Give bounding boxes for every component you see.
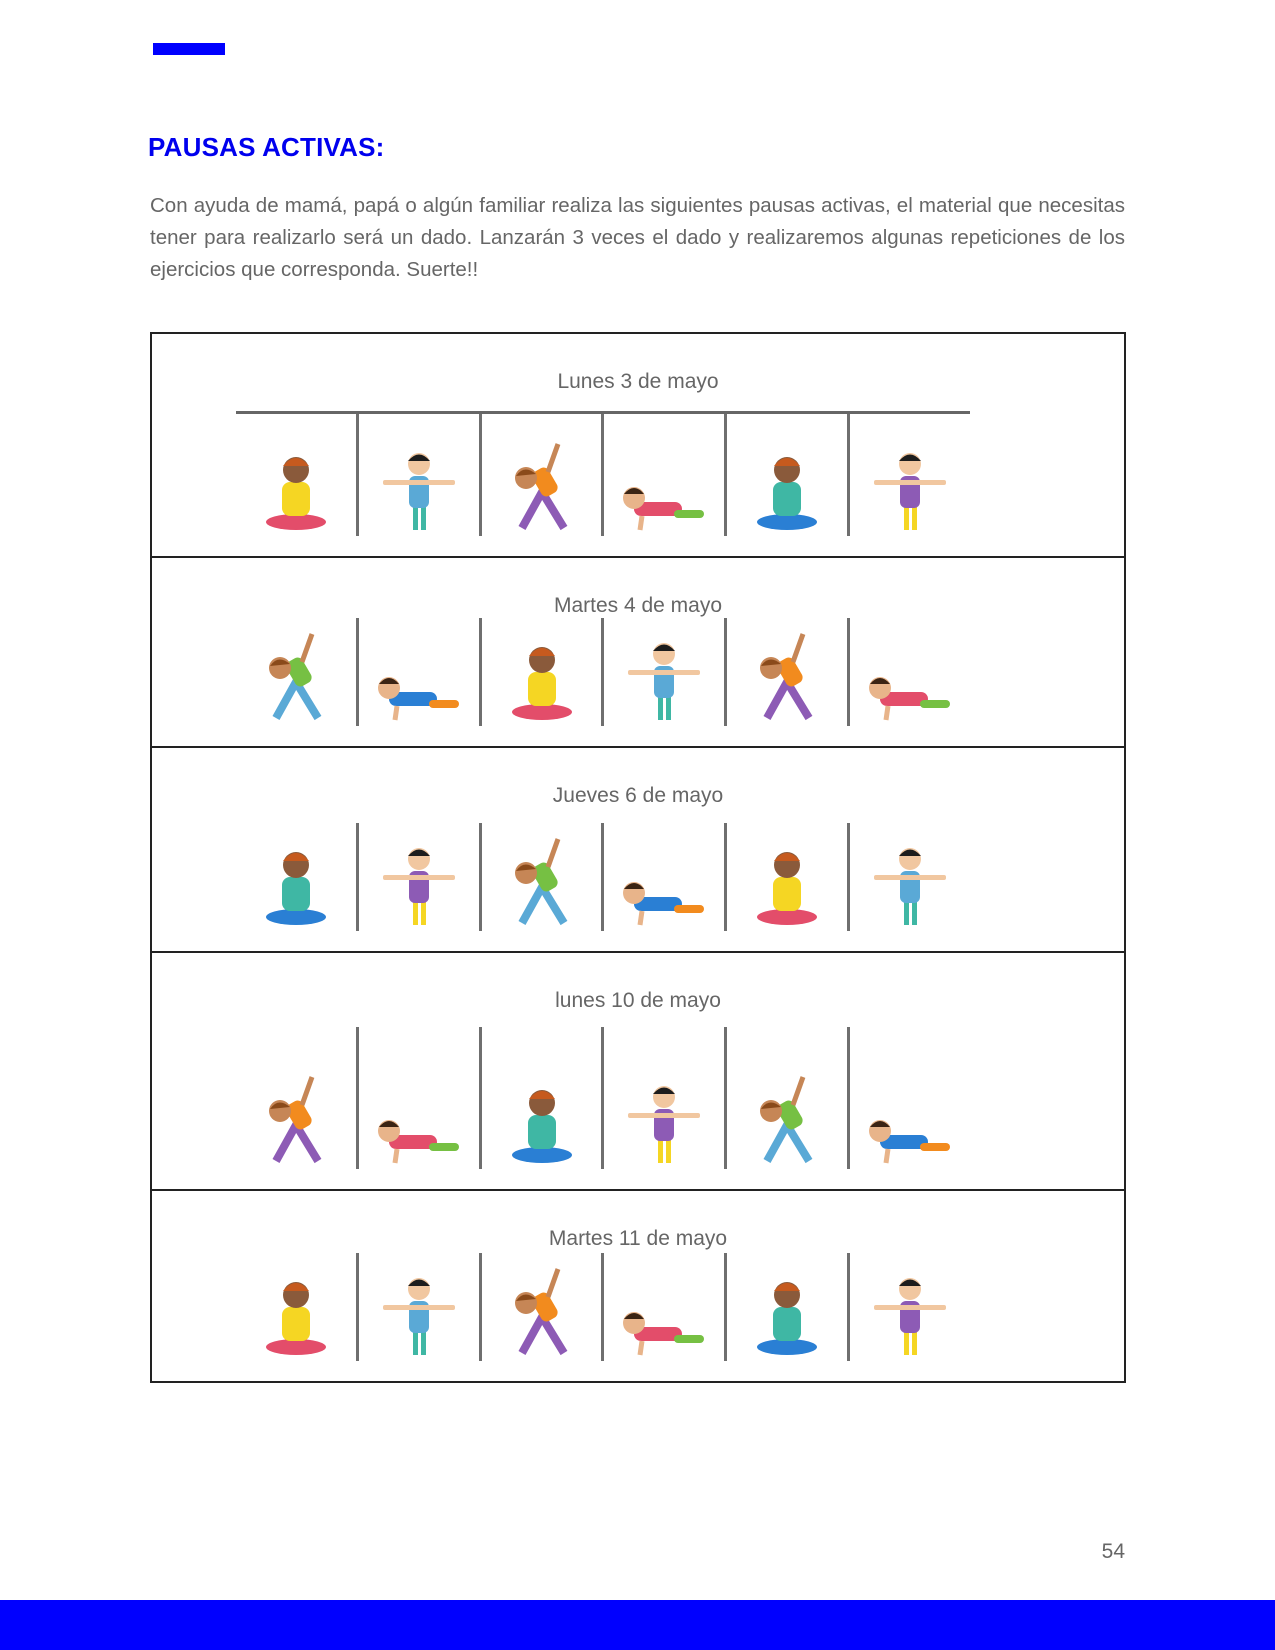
dancer-pose-icon (356, 1253, 479, 1361)
dancer-pose-icon (356, 618, 479, 726)
king-pigeon-pose-icon (236, 618, 356, 726)
schedule-row-label: lunes 10 de mayo (555, 989, 721, 1012)
king-pigeon-pose-icon (236, 1253, 356, 1361)
pose-strip (236, 823, 970, 931)
shoulder-stand-pose-icon (236, 1027, 356, 1169)
page-title: PAUSAS ACTIVAS: (148, 132, 385, 162)
intro-paragraph: Con ayuda de mamá, papá o algún familiar realiza las siguientes pausas activas, el material que necesitas tener para realizarlo será un dado. Lanzarán 3 veces el dado y realizaremos algunas repeticiones de los ejercicios que corresponda. Suerte!! (150, 194, 1125, 281)
page-number: 54 (1101, 1540, 1125, 1563)
schedule-row-label: Martes 4 de mayo (553, 594, 723, 617)
camel-pose-icon (356, 1027, 479, 1169)
squat-pose-icon (479, 1253, 602, 1361)
triangle-pose-icon (479, 414, 602, 536)
pose-strip (236, 1253, 970, 1361)
cobra-pose-icon (236, 823, 356, 931)
schedule-row-label: Jueves 6 de mayo (552, 784, 724, 807)
childs-pose-icon (724, 414, 847, 536)
squat-pose-icon (479, 618, 602, 726)
crow-pose-icon (847, 1253, 970, 1361)
crow-pose-icon (847, 618, 970, 726)
chair-pose-icon (356, 414, 479, 536)
footer-band (0, 1600, 1275, 1650)
warrior-pose-icon (601, 414, 724, 536)
wheel-pose-icon (601, 618, 724, 726)
plank-pose-icon (724, 1253, 847, 1361)
schedule-row-label: Martes 11 de mayo (548, 1227, 728, 1250)
schedule-row-5 (152, 1189, 1124, 1381)
wheel-pose-icon (601, 1253, 724, 1361)
tree-pose-icon (356, 823, 479, 931)
schedule-row-4 (152, 951, 1124, 1189)
schedule-row-1 (152, 334, 1124, 556)
header-accent-bar (153, 43, 225, 55)
sitting-cross-legged-pose-icon (236, 414, 356, 536)
schedule-row-3 (152, 746, 1124, 951)
side-stretch-pose-icon (479, 823, 602, 931)
plank-pose-icon (724, 618, 847, 726)
split-pose-icon (601, 823, 724, 931)
pose-strip (236, 411, 970, 536)
schedule-row-2 (152, 556, 1124, 746)
boat-pose-icon (724, 823, 847, 931)
forward-bend-pose-icon (479, 1027, 602, 1169)
pose-strip (236, 618, 970, 726)
standing-forward-fold-icon (847, 1027, 970, 1169)
reverse-triangle-pose-icon (847, 823, 970, 931)
downward-dog-pose-icon (601, 1027, 724, 1169)
exercise-schedule-table (150, 332, 1126, 1383)
sitting-twist-pose-icon (847, 414, 970, 536)
plow-pose-icon (724, 1027, 847, 1169)
schedule-row-label: Lunes 3 de mayo (557, 370, 719, 393)
pose-strip (236, 1027, 970, 1169)
